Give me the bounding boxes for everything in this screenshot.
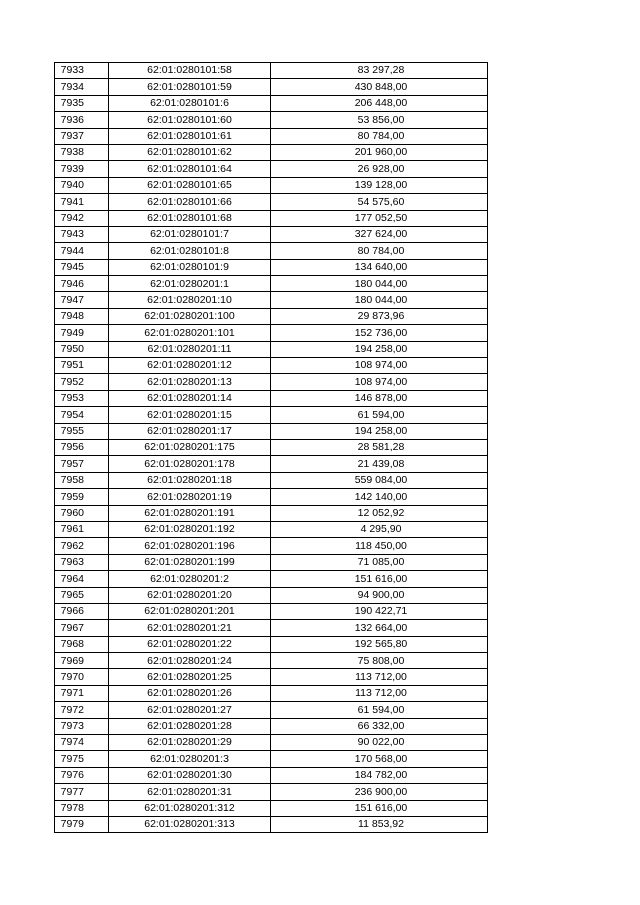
row-number-cell: 7942 xyxy=(55,210,109,226)
cadastral-number-cell: 62:01:0280201:12 xyxy=(109,358,271,374)
value-cell: 236 900,00 xyxy=(271,784,488,800)
value-cell: 12 052,92 xyxy=(271,505,488,521)
cadastral-number-cell: 62:01:0280201:201 xyxy=(109,603,271,619)
value-cell: 170 568,00 xyxy=(271,751,488,767)
table-row xyxy=(55,276,488,292)
cadastral-number-cell: 62:01:0280101:66 xyxy=(109,194,271,210)
row-number-cell: 7969 xyxy=(55,653,109,669)
table-row xyxy=(55,358,488,374)
cadastral-number-cell: 62:01:0280201:26 xyxy=(109,685,271,701)
value-cell: 134 640,00 xyxy=(271,259,488,275)
cadastral-number-cell: 62:01:0280201:192 xyxy=(109,521,271,537)
value-cell: 80 784,00 xyxy=(271,128,488,144)
value-cell: 26 928,00 xyxy=(271,161,488,177)
cadastral-number-cell: 62:01:0280101:62 xyxy=(109,144,271,160)
table-row xyxy=(55,538,488,554)
table-row xyxy=(55,292,488,308)
value-cell: 190 422,71 xyxy=(271,603,488,619)
row-number-cell: 7955 xyxy=(55,423,109,439)
table-row xyxy=(55,587,488,603)
value-cell: 194 258,00 xyxy=(271,423,488,439)
cadastral-number-cell: 62:01:0280201:13 xyxy=(109,374,271,390)
value-cell: 80 784,00 xyxy=(271,243,488,259)
value-cell: 139 128,00 xyxy=(271,177,488,193)
value-cell: 108 974,00 xyxy=(271,358,488,374)
table-row xyxy=(55,554,488,570)
value-cell: 146 878,00 xyxy=(271,390,488,406)
cadastral-number-cell: 62:01:0280201:22 xyxy=(109,636,271,652)
value-cell: 180 044,00 xyxy=(271,292,488,308)
row-number-cell: 7940 xyxy=(55,177,109,193)
value-cell: 90 022,00 xyxy=(271,735,488,751)
row-number-cell: 7938 xyxy=(55,144,109,160)
table-row xyxy=(55,390,488,406)
row-number-cell: 7975 xyxy=(55,751,109,767)
cadastral-number-cell: 62:01:0280201:30 xyxy=(109,767,271,783)
table-row xyxy=(55,112,488,128)
row-number-cell: 7933 xyxy=(55,63,109,79)
value-cell: 28 581,28 xyxy=(271,439,488,455)
table-row xyxy=(55,505,488,521)
cadastral-number-cell: 62:01:0280201:10 xyxy=(109,292,271,308)
table-row xyxy=(55,685,488,701)
row-number-cell: 7979 xyxy=(55,816,109,832)
row-number-cell: 7952 xyxy=(55,374,109,390)
cadastral-number-cell: 62:01:0280201:29 xyxy=(109,735,271,751)
row-number-cell: 7978 xyxy=(55,800,109,816)
table-row xyxy=(55,243,488,259)
row-number-cell: 7964 xyxy=(55,571,109,587)
table-row xyxy=(55,702,488,718)
cadastral-number-cell: 62:01:0280201:3 xyxy=(109,751,271,767)
cadastral-number-cell: 62:01:0280201:191 xyxy=(109,505,271,521)
value-cell: 83 297,28 xyxy=(271,63,488,79)
table-row xyxy=(55,407,488,423)
value-cell: 192 565,80 xyxy=(271,636,488,652)
cadastral-number-cell: 62:01:0280201:312 xyxy=(109,800,271,816)
table-row xyxy=(55,735,488,751)
row-number-cell: 7960 xyxy=(55,505,109,521)
value-cell: 327 624,00 xyxy=(271,226,488,242)
table-row xyxy=(55,63,488,79)
row-number-cell: 7970 xyxy=(55,669,109,685)
table-row xyxy=(55,784,488,800)
cadastral-number-cell: 62:01:0280101:8 xyxy=(109,243,271,259)
value-cell: 66 332,00 xyxy=(271,718,488,734)
cadastral-number-cell: 62:01:0280201:175 xyxy=(109,439,271,455)
cadastral-number-cell: 62:01:0280201:18 xyxy=(109,472,271,488)
row-number-cell: 7934 xyxy=(55,79,109,95)
value-cell: 113 712,00 xyxy=(271,669,488,685)
cadastral-number-cell: 62:01:0280201:31 xyxy=(109,784,271,800)
row-number-cell: 7945 xyxy=(55,259,109,275)
cadastral-number-cell: 62:01:0280101:7 xyxy=(109,226,271,242)
cadastral-number-cell: 62:01:0280201:17 xyxy=(109,423,271,439)
cadastral-number-cell: 62:01:0280201:178 xyxy=(109,456,271,472)
cadastral-number-cell: 62:01:0280201:313 xyxy=(109,816,271,832)
value-cell: 559 084,00 xyxy=(271,472,488,488)
row-number-cell: 7954 xyxy=(55,407,109,423)
table-row xyxy=(55,374,488,390)
value-cell: 108 974,00 xyxy=(271,374,488,390)
table-row xyxy=(55,210,488,226)
cadastral-number-cell: 62:01:0280201:11 xyxy=(109,341,271,357)
value-cell: 54 575,60 xyxy=(271,194,488,210)
table-row xyxy=(55,456,488,472)
value-cell: 430 848,00 xyxy=(271,79,488,95)
value-cell: 194 258,00 xyxy=(271,341,488,357)
table-row xyxy=(55,177,488,193)
cadastral-number-cell: 62:01:0280101:6 xyxy=(109,95,271,111)
row-number-cell: 7966 xyxy=(55,603,109,619)
table-row xyxy=(55,521,488,537)
row-number-cell: 7962 xyxy=(55,538,109,554)
row-number-cell: 7943 xyxy=(55,226,109,242)
table-row xyxy=(55,489,488,505)
table-row xyxy=(55,472,488,488)
cadastral-number-cell: 62:01:0280201:21 xyxy=(109,620,271,636)
row-number-cell: 7973 xyxy=(55,718,109,734)
row-number-cell: 7961 xyxy=(55,521,109,537)
cadastral-number-cell: 62:01:0280201:199 xyxy=(109,554,271,570)
value-cell: 61 594,00 xyxy=(271,702,488,718)
value-cell: 142 140,00 xyxy=(271,489,488,505)
table-row xyxy=(55,341,488,357)
value-cell: 184 782,00 xyxy=(271,767,488,783)
table-row xyxy=(55,669,488,685)
row-number-cell: 7939 xyxy=(55,161,109,177)
value-cell: 152 736,00 xyxy=(271,325,488,341)
cadastral-number-cell: 62:01:0280201:14 xyxy=(109,390,271,406)
value-cell: 151 616,00 xyxy=(271,571,488,587)
cadastral-number-cell: 62:01:0280101:60 xyxy=(109,112,271,128)
value-cell: 21 439,08 xyxy=(271,456,488,472)
table-row xyxy=(55,439,488,455)
table-row xyxy=(55,144,488,160)
table-row xyxy=(55,751,488,767)
cadastral-number-cell: 62:01:0280101:65 xyxy=(109,177,271,193)
table-row xyxy=(55,620,488,636)
table-row xyxy=(55,79,488,95)
row-number-cell: 7948 xyxy=(55,308,109,324)
row-number-cell: 7963 xyxy=(55,554,109,570)
value-cell: 4 295,90 xyxy=(271,521,488,537)
row-number-cell: 7972 xyxy=(55,702,109,718)
row-number-cell: 7957 xyxy=(55,456,109,472)
cadastral-number-cell: 62:01:0280101:64 xyxy=(109,161,271,177)
cadastral-number-cell: 62:01:0280201:24 xyxy=(109,653,271,669)
cadastral-number-cell: 62:01:0280201:27 xyxy=(109,702,271,718)
row-number-cell: 7977 xyxy=(55,784,109,800)
cadastral-number-cell: 62:01:0280101:58 xyxy=(109,63,271,79)
row-number-cell: 7971 xyxy=(55,685,109,701)
row-number-cell: 7935 xyxy=(55,95,109,111)
cadastral-number-cell: 62:01:0280201:20 xyxy=(109,587,271,603)
value-cell: 94 900,00 xyxy=(271,587,488,603)
row-number-cell: 7947 xyxy=(55,292,109,308)
row-number-cell: 7936 xyxy=(55,112,109,128)
row-number-cell: 7951 xyxy=(55,358,109,374)
row-number-cell: 7953 xyxy=(55,390,109,406)
table-row xyxy=(55,653,488,669)
row-number-cell: 7959 xyxy=(55,489,109,505)
value-cell: 53 856,00 xyxy=(271,112,488,128)
value-cell: 29 873,96 xyxy=(271,308,488,324)
table-row xyxy=(55,95,488,111)
cadastral-number-cell: 62:01:0280201:1 xyxy=(109,276,271,292)
value-cell: 201 960,00 xyxy=(271,144,488,160)
table-row xyxy=(55,718,488,734)
cadastral-number-cell: 62:01:0280101:61 xyxy=(109,128,271,144)
table-row xyxy=(55,128,488,144)
value-cell: 71 085,00 xyxy=(271,554,488,570)
table-row xyxy=(55,226,488,242)
row-number-cell: 7946 xyxy=(55,276,109,292)
row-number-cell: 7958 xyxy=(55,472,109,488)
value-cell: 11 853,92 xyxy=(271,816,488,832)
row-number-cell: 7965 xyxy=(55,587,109,603)
table-row xyxy=(55,636,488,652)
cadastral-number-cell: 62:01:0280201:19 xyxy=(109,489,271,505)
table-row xyxy=(55,161,488,177)
row-number-cell: 7937 xyxy=(55,128,109,144)
table-row xyxy=(55,603,488,619)
value-cell: 61 594,00 xyxy=(271,407,488,423)
table-row xyxy=(55,325,488,341)
row-number-cell: 7968 xyxy=(55,636,109,652)
cadastral-number-cell: 62:01:0280101:68 xyxy=(109,210,271,226)
row-number-cell: 7950 xyxy=(55,341,109,357)
cadastral-number-cell: 62:01:0280201:2 xyxy=(109,571,271,587)
value-cell: 177 052,50 xyxy=(271,210,488,226)
row-number-cell: 7976 xyxy=(55,767,109,783)
value-cell: 180 044,00 xyxy=(271,276,488,292)
cadastral-number-cell: 62:01:0280201:28 xyxy=(109,718,271,734)
row-number-cell: 7956 xyxy=(55,439,109,455)
row-number-cell: 7941 xyxy=(55,194,109,210)
row-number-cell: 7967 xyxy=(55,620,109,636)
cadastral-number-cell: 62:01:0280201:25 xyxy=(109,669,271,685)
table-row xyxy=(55,816,488,832)
value-cell: 118 450,00 xyxy=(271,538,488,554)
row-number-cell: 7944 xyxy=(55,243,109,259)
table-body xyxy=(55,63,488,833)
cadastral-number-cell: 62:01:0280101:59 xyxy=(109,79,271,95)
value-cell: 113 712,00 xyxy=(271,685,488,701)
cadastral-number-cell: 62:01:0280201:100 xyxy=(109,308,271,324)
row-number-cell: 7949 xyxy=(55,325,109,341)
table-row xyxy=(55,259,488,275)
table-row xyxy=(55,571,488,587)
cadastral-number-cell: 62:01:0280101:9 xyxy=(109,259,271,275)
value-cell: 75 808,00 xyxy=(271,653,488,669)
table-row xyxy=(55,767,488,783)
table-row xyxy=(55,423,488,439)
cadastral-number-cell: 62:01:0280201:15 xyxy=(109,407,271,423)
value-cell: 206 448,00 xyxy=(271,95,488,111)
cadastral-number-cell: 62:01:0280201:196 xyxy=(109,538,271,554)
value-cell: 151 616,00 xyxy=(271,800,488,816)
value-cell: 132 664,00 xyxy=(271,620,488,636)
cadastral-value-table xyxy=(54,62,488,833)
table-row xyxy=(55,800,488,816)
cadastral-number-cell: 62:01:0280201:101 xyxy=(109,325,271,341)
table-row xyxy=(55,308,488,324)
table-row xyxy=(55,194,488,210)
row-number-cell: 7974 xyxy=(55,735,109,751)
